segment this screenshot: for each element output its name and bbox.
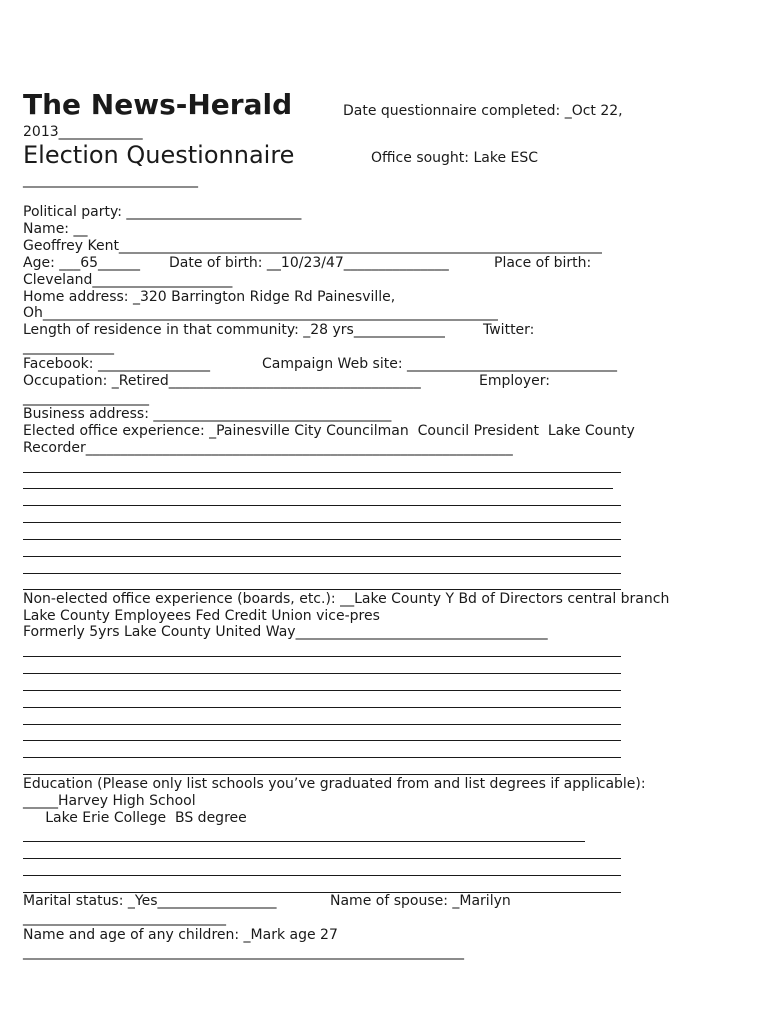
education-field: Education (Please only list schools you’ve graduated from and list degrees if applicable):	[23, 776, 646, 792]
blank-line	[23, 757, 621, 758]
date-completed-label: Date questionnaire completed: _Oct 22,	[343, 103, 623, 119]
blank-line	[23, 875, 621, 876]
blank-line	[23, 539, 621, 540]
blank-line	[23, 707, 621, 708]
home-address-continued: Oh_________________________________________________________________	[23, 305, 498, 321]
pob-value: Cleveland____________________	[23, 272, 233, 288]
twitter-value: _____________	[23, 339, 114, 355]
blank-line	[23, 858, 621, 859]
residence-length-field: Length of residence in that community: _28 yrs_____________	[23, 322, 445, 338]
blank-line	[23, 690, 621, 691]
political-party-field: Political party: _________________________	[23, 204, 302, 220]
facebook-field: Facebook: ________________	[23, 356, 210, 372]
name-value: Geoffrey Kent_____________________________________________________________________	[23, 238, 602, 254]
children-continued: _______________________________________________________________	[23, 944, 464, 960]
blank-line	[23, 740, 621, 741]
blank-line	[23, 556, 621, 557]
twitter-label: Twitter:	[483, 322, 535, 338]
date-completed-continued: 2013____________	[23, 124, 143, 140]
blank-line	[23, 589, 621, 590]
non-elected-office-line-3: Formerly 5yrs Lake County United Way____________________________________	[23, 624, 548, 640]
spouse-label: Name of spouse: _Marilyn	[330, 893, 511, 909]
non-elected-office-line-2: Lake County Employees Fed Credit Union vice-pres	[23, 608, 380, 624]
dob-field: Date of birth: __10/23/47_______________	[169, 255, 449, 271]
home-address-field: Home address: _320 Barrington Ridge Rd Painesville,	[23, 289, 396, 305]
education-entry-2: Lake Erie College BS degree	[23, 810, 247, 826]
non-elected-office-field: Non-elected office experience (boards, etc.): __Lake County Y Bd of Directors central branch	[23, 591, 670, 607]
office-sought-continued: _________________________	[23, 172, 198, 188]
marital-status-field: Marital status: _Yes_________________	[23, 893, 277, 909]
employer-value: __________________	[23, 390, 149, 406]
blank-line	[23, 841, 585, 842]
occupation-field: Occupation: _Retired____________________________________	[23, 373, 421, 389]
form-title: Election Questionnaire	[23, 141, 295, 169]
pob-label: Place of birth:	[494, 255, 592, 271]
blank-line	[23, 488, 613, 489]
blank-line	[23, 573, 621, 574]
blank-line	[23, 724, 621, 725]
publication-title: The News-Herald	[23, 88, 293, 121]
blank-line	[23, 505, 621, 506]
employer-label: Employer:	[479, 373, 550, 389]
age-field: Age: ___65______	[23, 255, 141, 271]
blank-line	[23, 673, 621, 674]
office-sought-label: Office sought: Lake ESC	[371, 150, 539, 166]
blank-line	[23, 774, 621, 775]
spouse-continued: _____________________________	[23, 910, 226, 926]
elected-office-field: Elected office experience: _Painesville City Councilman Council President Lake County	[23, 423, 635, 439]
children-field: Name and age of any children: _Mark age 27	[23, 927, 338, 943]
blank-line	[23, 522, 621, 523]
blank-line	[23, 656, 621, 657]
business-address-field: Business address: __________________________________	[23, 406, 392, 422]
education-entry-1: _____Harvey High School	[23, 793, 196, 809]
website-field: Campaign Web site: ______________________________	[262, 356, 617, 372]
elected-office-continued: Recorder_____________________________________________________________	[23, 440, 513, 456]
blank-line	[23, 472, 621, 473]
name-label: Name: __	[23, 221, 88, 237]
